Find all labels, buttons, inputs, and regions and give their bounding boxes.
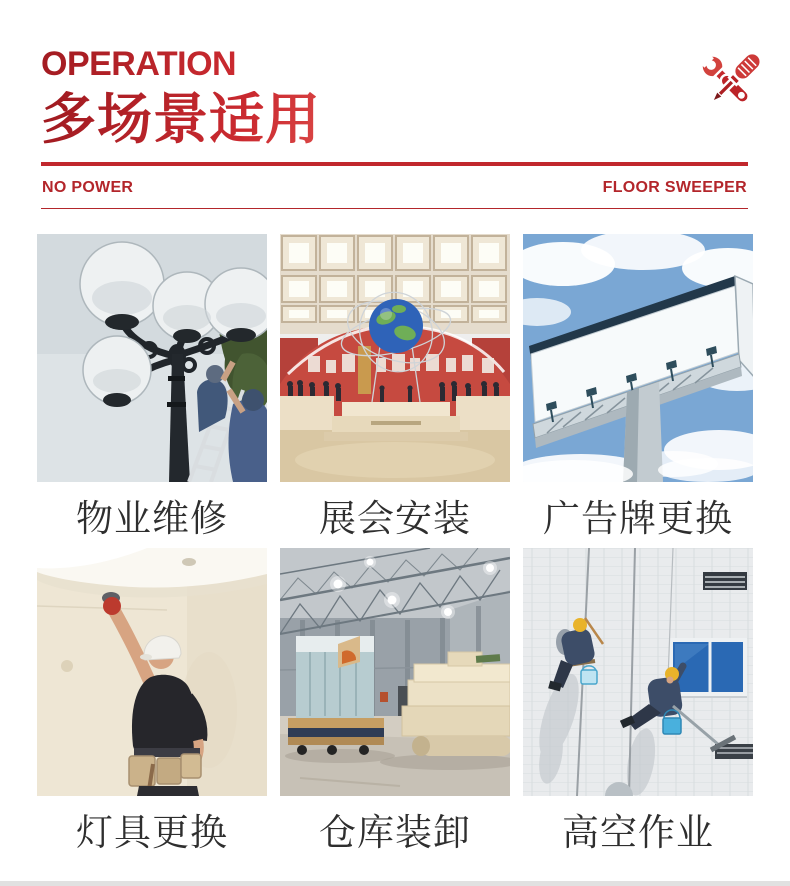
- exhibition-hall-photo: [280, 234, 510, 482]
- wrench-screwdriver-icon: [692, 40, 768, 124]
- scene-tile-high-altitude: [523, 548, 753, 862]
- scene-caption: 广告牌更换: [543, 498, 733, 540]
- scene-tile-property-maintenance: [37, 234, 267, 548]
- scene-caption: 展会安装: [319, 498, 471, 540]
- divider-thin: [41, 208, 748, 209]
- warehouse-loading-photo: [280, 548, 510, 796]
- section-eyebrow: OPERATION: [41, 0, 748, 81]
- scene-tile-billboard: [523, 234, 753, 548]
- scene-caption: 仓库装卸: [319, 812, 471, 854]
- scene-caption: 灯具更换: [76, 812, 228, 854]
- scene-caption: 物业维修: [76, 498, 228, 540]
- street-lamp-repair-photo: [37, 234, 267, 482]
- scene-tile-warehouse: [280, 548, 510, 862]
- right-subtitle: FLOOR SWEEPER: [602, 179, 747, 197]
- rope-access-work-photo: [523, 548, 753, 796]
- ceiling-light-replacement-photo: [37, 548, 267, 796]
- billboard-photo: [523, 234, 753, 482]
- scene-grid: [0, 234, 790, 862]
- scene-tile-light-replacement: [37, 548, 267, 862]
- bottom-strip: [0, 881, 790, 886]
- section-header: [0, 0, 790, 209]
- section-title: 多场景适用: [41, 91, 748, 148]
- scene-caption: 高空作业: [562, 812, 714, 854]
- subtitle-row: [41, 166, 748, 208]
- scene-tile-exhibition: [280, 234, 510, 548]
- left-subtitle: NO POWER: [42, 179, 134, 197]
